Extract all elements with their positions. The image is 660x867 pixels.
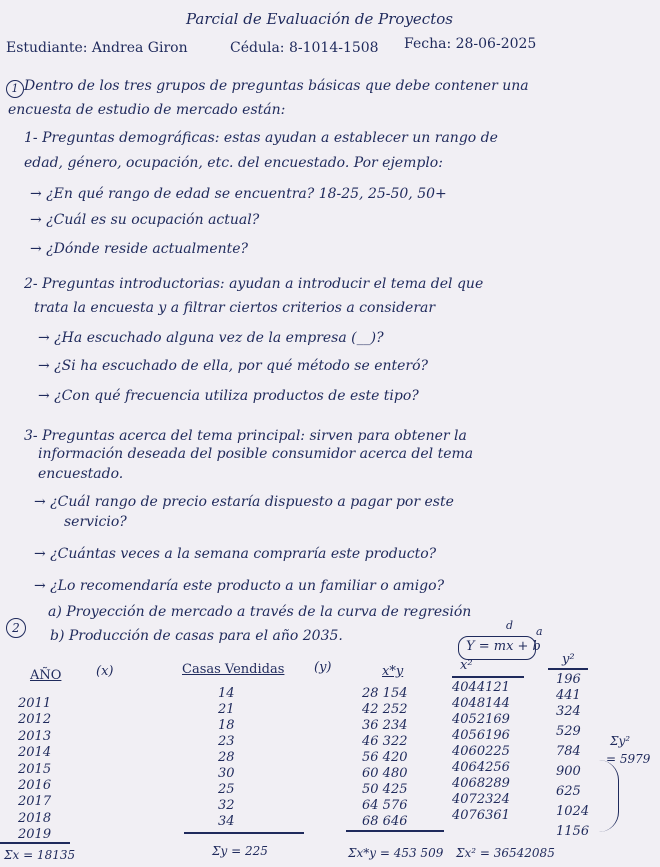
question-2-number: 2 bbox=[6, 618, 26, 638]
q1-s3-bullet-3: → ¿Lo recomendaría este producto a un familiar o amigo? bbox=[34, 578, 445, 594]
x2-cell: 4064256 bbox=[452, 760, 510, 775]
year-cell: 2011 bbox=[18, 696, 52, 711]
year-cell: 2019 bbox=[18, 827, 52, 843]
x2-cell: 4048144 bbox=[452, 696, 510, 711]
year-cell: 2012 bbox=[18, 712, 52, 728]
sales-cell: 25 bbox=[218, 782, 235, 797]
question-1-number: 1 bbox=[6, 80, 24, 98]
y2-cell: 1024 bbox=[556, 804, 590, 819]
y2-cell: 1156 bbox=[556, 824, 590, 839]
xy-cell: 64 576 bbox=[362, 798, 408, 813]
q1-s2-bullet-1: → ¿Ha escuchado alguna vez de la empresa (__)? bbox=[38, 330, 384, 346]
sum-x: Σx = 18135 bbox=[4, 848, 76, 862]
exam-date: Fecha: 28-06-2025 bbox=[404, 36, 537, 52]
year-cell: 2018 bbox=[18, 810, 52, 826]
x2-header-underline bbox=[452, 676, 524, 678]
xy-total-rule bbox=[346, 830, 444, 832]
y2-header-underline bbox=[548, 668, 588, 670]
header-xy: x*y bbox=[382, 664, 404, 679]
x2-cell: 4076361 bbox=[452, 808, 510, 823]
q1-s2-line-2: trata la encuesta y a filtrar ciertos criterios a considerar bbox=[34, 300, 436, 316]
xy-cell: 68 646 bbox=[362, 814, 408, 829]
header-y: (y) bbox=[314, 660, 332, 675]
x2-column bbox=[452, 680, 510, 824]
sales-cell: 30 bbox=[218, 766, 235, 781]
y2-cell: 441 bbox=[556, 688, 581, 703]
y2-cell: 784 bbox=[556, 744, 581, 759]
xy-cell: 28 154 bbox=[362, 686, 408, 701]
y2-cell: 324 bbox=[556, 704, 581, 719]
q1-s1-line-2: edad, género, ocupación, etc. del encuestado. Por ejemplo: bbox=[24, 155, 443, 171]
q1-s3-bullet-1b: servicio? bbox=[64, 514, 127, 530]
q1-s2-bullet-3: → ¿Con qué frecuencia utiliza productos de este tipo? bbox=[38, 388, 419, 404]
sum-y2-label: Σy² bbox=[610, 734, 631, 748]
sum-y2-value: = 5979 bbox=[606, 752, 651, 766]
y2-cell: 529 bbox=[556, 724, 581, 739]
year-cell: 2015 bbox=[18, 761, 52, 777]
header-x: (x) bbox=[96, 664, 114, 679]
sales-column bbox=[218, 686, 235, 830]
q1-s3-line-2: información deseada del posible consumidor acerca del tema bbox=[38, 446, 474, 462]
q1-intro-line-1: Dentro de los tres grupos de preguntas básicas que debe contener una bbox=[24, 78, 529, 94]
sum-y: Σy = 225 bbox=[212, 844, 268, 858]
q1-intro-line-2: encuesta de estudio de mercado están: bbox=[8, 102, 286, 118]
x2-cell: 4060225 bbox=[452, 744, 510, 759]
header-year: AÑO bbox=[30, 668, 62, 683]
student-name: Estudiante: Andrea Giron bbox=[6, 40, 188, 56]
x2-cell: 4052169 bbox=[452, 712, 510, 727]
xy-cell: 56 420 bbox=[362, 750, 408, 765]
student-id: Cédula: 8-1014-1508 bbox=[230, 40, 379, 56]
formula-a-label: a bbox=[536, 625, 543, 638]
formula-d-label: d bbox=[506, 619, 514, 632]
q1-s2-line-1: 2- Preguntas introductorias: ayudan a introducir el tema del que bbox=[24, 276, 484, 292]
xy-cell: 60 480 bbox=[362, 766, 408, 781]
sales-cell: 34 bbox=[218, 814, 235, 829]
sales-cell: 21 bbox=[218, 702, 235, 717]
q1-s3-line-1: 3- Preguntas acerca del tema principal: sirven para obtener la bbox=[24, 428, 467, 444]
x2-cell: 4072324 bbox=[452, 792, 510, 807]
xy-cell: 46 322 bbox=[362, 734, 408, 749]
x-total-rule bbox=[0, 842, 70, 844]
q1-s3-line-3: encuestado. bbox=[38, 466, 124, 482]
q1-s1-bullet-2: → ¿Cuál es su ocupación actual? bbox=[30, 212, 260, 228]
sales-cell: 23 bbox=[218, 734, 235, 749]
q1-s1-bullet-1: → ¿En qué rango de edad se encuentra? 18-25, 25-50, 50+ bbox=[30, 186, 447, 202]
year-cell: 2017 bbox=[18, 794, 52, 810]
year-cell: 2016 bbox=[18, 777, 52, 793]
xy-cell: 36 234 bbox=[362, 718, 408, 733]
y2-column bbox=[556, 672, 589, 844]
q1-s3-bullet-1a: → ¿Cuál rango de precio estaría dispuesto a pagar por este bbox=[34, 494, 454, 510]
page-title: Parcial de Evaluación de Proyectos bbox=[186, 10, 453, 28]
years-column bbox=[18, 696, 51, 844]
q1-s3-bullet-2: → ¿Cuántas veces a la semana compraría este producto? bbox=[34, 546, 437, 562]
q1-s2-bullet-2: → ¿Si ha escuchado de ella, por qué método se enteró? bbox=[38, 358, 429, 374]
q1-s1-line-1: 1- Preguntas demográficas: estas ayudan a establecer un rango de bbox=[24, 130, 498, 146]
sum-x2: Σx² = 36542085 bbox=[456, 846, 555, 860]
header-sales: Casas Vendidas bbox=[182, 662, 285, 677]
xy-column bbox=[362, 686, 408, 830]
y2-cell: 900 bbox=[556, 764, 581, 779]
year-cell: 2013 bbox=[18, 728, 52, 744]
regression-formula: Y = mx + b bbox=[466, 639, 541, 654]
sum-xy: Σx*y = 453 509 bbox=[348, 846, 444, 860]
header-x2: x² bbox=[460, 658, 473, 673]
y2-cell: 196 bbox=[556, 672, 581, 687]
x2-cell: 4056196 bbox=[452, 728, 510, 743]
x2-cell: 4068289 bbox=[452, 776, 510, 791]
q1-s1-bullet-3: → ¿Dónde reside actualmente? bbox=[30, 241, 249, 257]
sales-cell: 18 bbox=[218, 718, 235, 733]
sales-cell: 14 bbox=[218, 686, 235, 701]
header-y2: y² bbox=[562, 652, 575, 667]
year-cell: 2014 bbox=[18, 745, 52, 761]
sales-cell: 28 bbox=[218, 750, 235, 765]
sum-bracket bbox=[598, 760, 619, 832]
xy-cell: 42 252 bbox=[362, 702, 408, 717]
sales-total-rule bbox=[184, 832, 304, 834]
x2-cell: 4044121 bbox=[452, 680, 510, 695]
q2-part-b: b) Producción de casas para el año 2035. bbox=[50, 628, 343, 644]
q2-part-a: a) Proyección de mercado a través de la curva de regresión bbox=[48, 604, 472, 620]
y2-cell: 625 bbox=[556, 784, 581, 799]
xy-cell: 50 425 bbox=[362, 782, 408, 797]
sales-cell: 32 bbox=[218, 798, 235, 813]
